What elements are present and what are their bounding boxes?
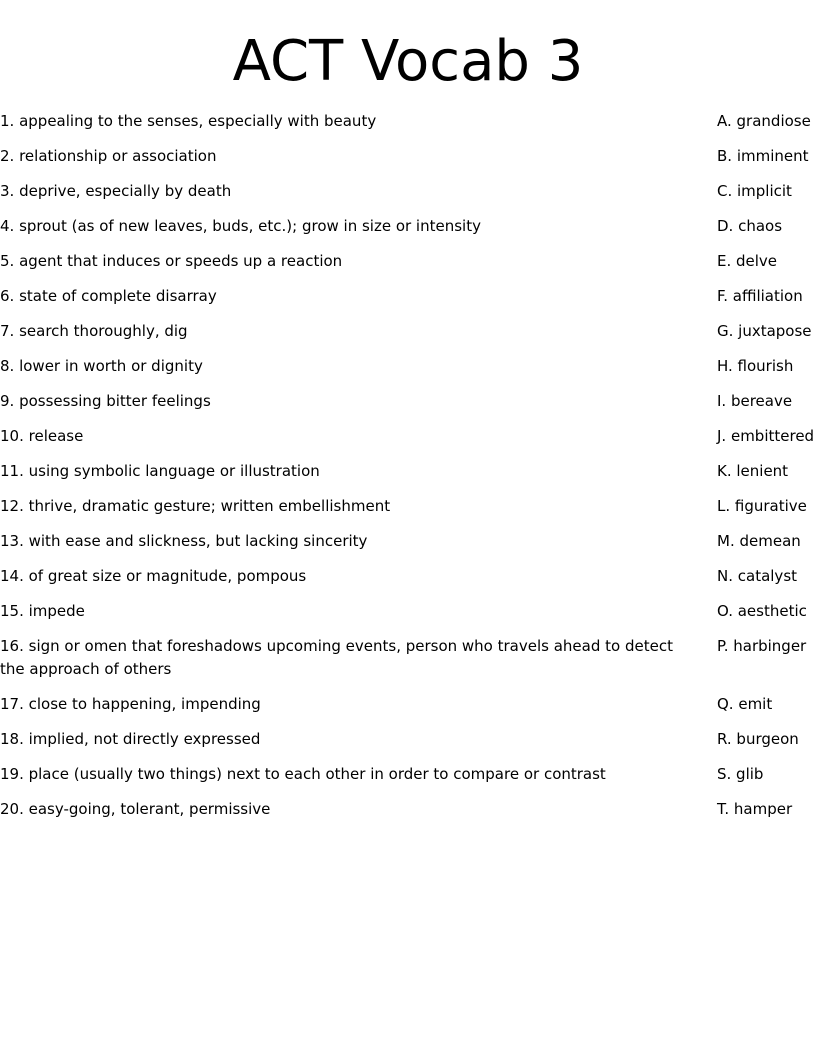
answer-word: L. figurative — [717, 497, 807, 515]
answer-word: G. juxtapose — [717, 322, 812, 340]
clue-text: 9. possessing bitter feelings — [0, 392, 211, 410]
clue-text: 7. search thoroughly, dig — [0, 322, 188, 340]
answer-word: T. hamper — [717, 800, 793, 818]
clue-text: 5. agent that induces or speeds up a reaction — [0, 252, 343, 270]
clue-text: 8. lower in worth or dignity — [0, 357, 203, 375]
list-item — [0, 180, 816, 203]
clue-text: 11. using symbolic language or illustration — [0, 462, 320, 480]
list-item — [0, 565, 816, 588]
list-item — [0, 145, 816, 168]
list-item — [0, 600, 816, 623]
clue-text: 13. with ease and slickness, but lacking sincerity — [0, 532, 368, 550]
clue-text: 18. implied, not directly expressed — [0, 730, 261, 748]
list-item — [0, 728, 816, 751]
clue-text: 2. relationship or association — [0, 147, 217, 165]
answer-word: F. affiliation — [717, 287, 803, 305]
answer-word: C. implicit — [717, 182, 792, 200]
list-item — [0, 530, 816, 553]
clue-text: 10. release — [0, 427, 84, 445]
list-item — [0, 390, 816, 413]
clue-text: 15. impede — [0, 602, 85, 620]
list-item — [0, 320, 816, 343]
list-item — [0, 285, 816, 308]
answer-word: Q. emit — [717, 695, 773, 713]
clue-text: 12. thrive, dramatic gesture; written embellishment — [0, 497, 391, 515]
clue-text: 3. deprive, especially by death — [0, 182, 232, 200]
answer-word: S. glib — [717, 765, 764, 783]
clue-text: 14. of great size or magnitude, pompous — [0, 567, 307, 585]
page-title: ACT Vocab 3 — [232, 29, 584, 94]
answer-word: P. harbinger — [717, 637, 807, 655]
list-item — [0, 495, 816, 518]
list-item — [0, 798, 816, 821]
clue-text: 1. appealing to the senses, especially with beauty — [0, 112, 377, 130]
list-item — [0, 635, 816, 681]
clue-text: 4. sprout (as of new leaves, buds, etc.); grow in size or intensity — [0, 217, 481, 235]
list-item — [0, 250, 816, 273]
list-item — [0, 693, 816, 716]
clue-text: 16. sign or omen that foreshadows upcoming events, person who travels ahead to detect the approach of others — [0, 637, 673, 678]
answer-word: K. lenient — [717, 462, 789, 480]
list-item — [0, 763, 816, 786]
clue-text: 19. place (usually two things) next to each other in order to compare or contrast — [0, 765, 606, 783]
answer-word: R. burgeon — [717, 730, 799, 748]
list-item — [0, 355, 816, 378]
answer-word: M. demean — [717, 532, 801, 550]
answer-word: E. delve — [717, 252, 778, 270]
answer-word: J. embittered — [717, 427, 815, 445]
answer-word: B. imminent — [717, 147, 809, 165]
answer-word: I. bereave — [717, 392, 793, 410]
clue-text: 17. close to happening, impending — [0, 695, 261, 713]
answer-word: N. catalyst — [717, 567, 798, 585]
answer-word: A. grandiose — [717, 112, 811, 130]
clue-text: 6. state of complete disarray — [0, 287, 217, 305]
list-item — [0, 215, 816, 238]
answer-word: D. chaos — [717, 217, 783, 235]
matching-list — [0, 110, 816, 833]
list-item — [0, 460, 816, 483]
answer-word: O. aesthetic — [717, 602, 807, 620]
answer-word: H. flourish — [717, 357, 794, 375]
list-item — [0, 110, 816, 133]
clue-text: 20. easy-going, tolerant, permissive — [0, 800, 271, 818]
list-item — [0, 425, 816, 448]
